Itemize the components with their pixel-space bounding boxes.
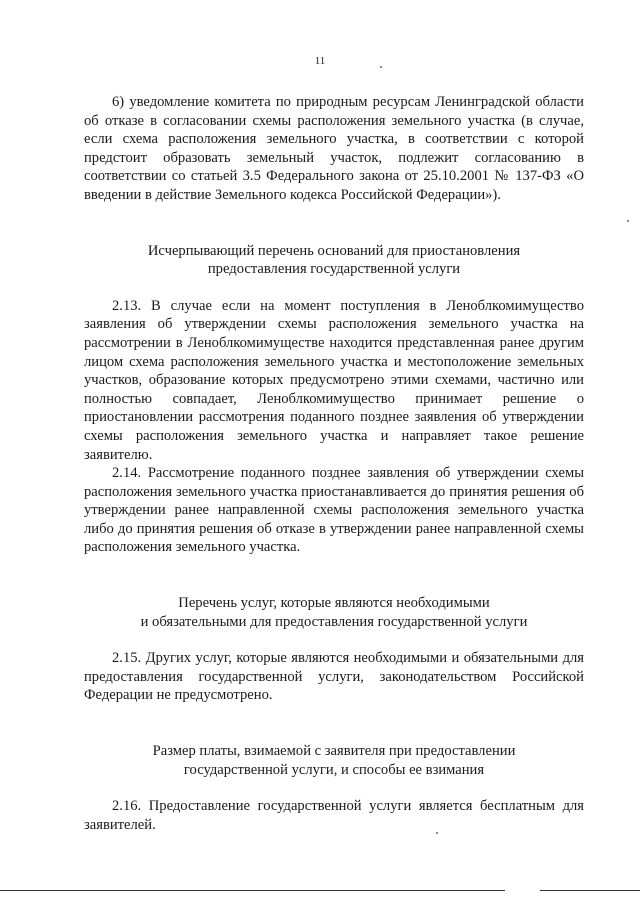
paragraph-2-13: 2.13. В случае если на момент поступления в Леноблкомимущество заявления об утверждении схемы расположения земельного участка на рассмотрении в Леноблкомимуществе находится представленная ранее другим лицом схема расположения земельного участка и местоположение земельных участков, образование которых предусмотрено этими схемами, частично или полностью совпадает, Леноблкомимущество принимает решение о приостановлении рассмотрения поданного позднее заявления об утверждении схемы расположения земельного участка и направляет такое решение заявителю. [84, 297, 584, 463]
page-number: 11 [314, 55, 326, 67]
intro-paragraph: 6) уведомление комитета по природным ресурсам Ленинградской области об отказе в согласовании схемы расположения земельного участка (в случае, если схема расположения земельного участка, в соответствии с которой предстоит образовать земельный участок, подлежит согласованию в соответствии со статьей 3.5 Федерального закона от 25.10.2001 № 137-ФЗ «О введении в действие Земельного кодекса Российской Федерации»). [84, 94, 584, 203]
heading-line: Размер платы, взимаемой с заявителя при предоставлении [152, 743, 516, 760]
section-heading-services [84, 594, 584, 631]
paragraph-2-14: 2.14. Рассмотрение поданного позднее заявления об утверждении схемы расположения земельного участка приостанавливается до принятия решения об утверждении ранее направленной схемы расположения земельного участка либо до принятия решения об отказе в утверждении ранее направленной схемы расположения земельного участка. [84, 465, 584, 556]
paragraph-2-15: 2.15. Других услуг, которые являются необходимыми и обязательными для предоставления государственной услуги, законодательством Российской Федерации не предусмотрено. [84, 650, 584, 704]
heading-line: Исчерпывающий перечень оснований для приостановления [147, 242, 521, 259]
scan-speck [436, 832, 438, 834]
heading-line: Перечень услуг, которые являются необходимыми [178, 595, 490, 612]
scan-speck [380, 66, 382, 68]
heading-line: предоставления государственной услуги [207, 261, 461, 278]
document-body [84, 93, 584, 834]
scan-edge-line [540, 890, 640, 891]
heading-line: государственной услуги, и способы ее взимания [183, 761, 485, 778]
section-heading-suspension [84, 242, 584, 279]
scan-edge-line [0, 890, 505, 891]
heading-line: и обязательными для предоставления государственной услуги [140, 613, 528, 630]
scan-speck [627, 220, 629, 222]
paragraph-2-16: 2.16. Предоставление государственной услуги является бесплатным для заявителей. [84, 798, 584, 833]
section-heading-fee [84, 742, 584, 779]
